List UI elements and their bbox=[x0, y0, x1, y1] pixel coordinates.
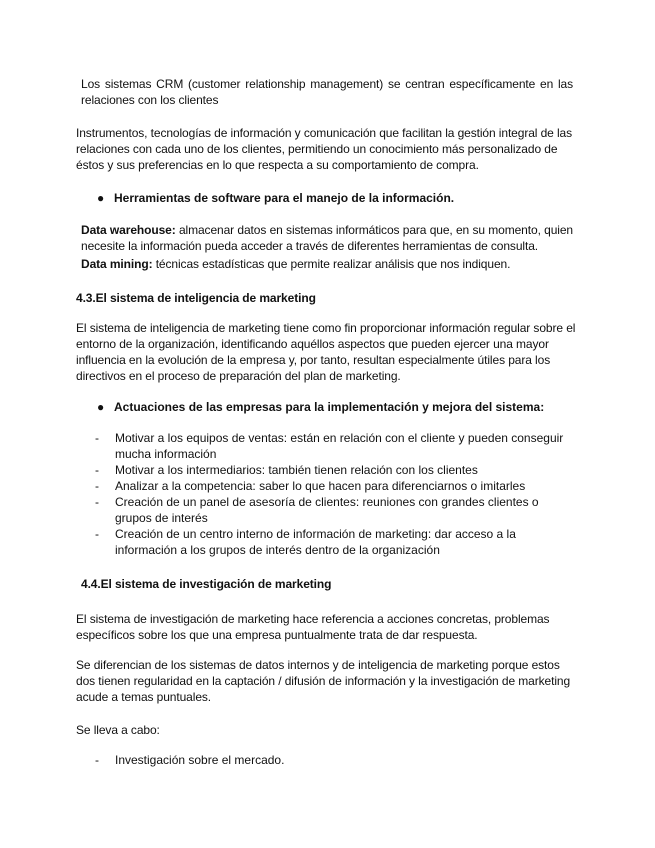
heading-section-4-3: 4.3.El sistema de inteligencia de marketing bbox=[76, 291, 316, 305]
dash-bullet-icon: - bbox=[95, 431, 99, 445]
list-item-text: Motivar a los intermediarios: también tienen relación con los clientes bbox=[115, 463, 478, 477]
definition-data-mining bbox=[81, 256, 573, 272]
bullet-actuaciones-text: Actuaciones de las empresas para la implementación y mejora del sistema: bbox=[114, 400, 545, 414]
list-item-text: Creación de un panel de asesoría de clientes: reuniones con grandes clientes o grupos de interés bbox=[115, 495, 539, 525]
list-item bbox=[95, 430, 575, 462]
bullet-dot-icon: ● bbox=[97, 400, 105, 414]
paragraph-crm: Los sistemas CRM (customer relationship management) se centran específicamente en las relaciones con los clientes bbox=[81, 77, 573, 107]
definition-data-warehouse-text: almacenar datos en sistemas informáticos para que, en su momento, quien necesite la información pueda acceder a través de diferentes herramientas de consulta. bbox=[81, 223, 573, 253]
dash-bullet-icon: - bbox=[95, 495, 99, 509]
heading-section-4-4: 4.4.El sistema de investigación de marketing bbox=[81, 577, 332, 591]
paragraph-investigacion: El sistema de investigación de marketing hace referencia a acciones concretas, problemas específicos sobre los que una empresa puntualmente trata de dar respuesta. bbox=[76, 612, 550, 642]
list-item-text: Creación de un centro interno de información de marketing: dar acceso a la información a los grupos de interés dentro de la organización bbox=[115, 527, 516, 557]
dash-bullet-icon: - bbox=[95, 753, 99, 767]
bullet-herramientas bbox=[76, 190, 576, 206]
list-se-lleva bbox=[95, 752, 575, 768]
paragraph-diferencian: Se diferencian de los sistemas de datos internos y de inteligencia de marketing porque estos dos tienen regularidad en la captación / difusión de información y la investigación de marketing acude a temas puntuales. bbox=[76, 658, 571, 704]
dash-bullet-icon: - bbox=[95, 527, 99, 541]
bullet-actuaciones bbox=[76, 399, 576, 415]
definition-data-mining-text: técnicas estadísticas que permite realizar análisis que nos indiquen. bbox=[152, 257, 511, 271]
bullet-dot-icon: ● bbox=[97, 191, 105, 205]
list-item bbox=[95, 752, 575, 768]
list-item bbox=[95, 478, 575, 494]
dash-bullet-icon: - bbox=[95, 463, 99, 477]
paragraph-instrumentos: Instrumentos, tecnologías de información y comunicación que facilitan la gestión integral de las relaciones con cada uno de los clientes, permitiendo un conocimiento más personalizado de éstos y sus preferencias en lo que respecta a su comportamiento de compra. bbox=[76, 126, 573, 172]
list-actuaciones bbox=[95, 430, 575, 558]
list-item bbox=[95, 526, 575, 558]
term-data-mining: Data mining: bbox=[81, 257, 153, 271]
paragraph-inteligencia: El sistema de inteligencia de marketing tiene como fin proporcionar información regular sobre el entorno de la organización, identificando aquéllos aspectos que pueden ejercer una mayor influencia en la evolución de la empresa y, por tanto, resultan especialmente útiles para los directivos en el proceso de preparación del plan de marketing. bbox=[76, 321, 576, 383]
list-item-text: Motivar a los equipos de ventas: están en relación con el cliente y pueden conseguir mucha información bbox=[115, 431, 564, 461]
bullet-herramientas-text: Herramientas de software para el manejo de la información. bbox=[114, 191, 455, 205]
dash-bullet-icon: - bbox=[95, 479, 99, 493]
list-item-text: Analizar a la competencia: saber lo que hacen para diferenciarnos o imitarles bbox=[115, 479, 526, 493]
paragraph-se-lleva: Se lleva a cabo: bbox=[76, 723, 160, 737]
list-item bbox=[95, 462, 575, 478]
definition-data-warehouse bbox=[81, 222, 573, 254]
term-data-warehouse: Data warehouse: bbox=[81, 223, 176, 237]
list-item bbox=[95, 494, 575, 526]
list-item-text: Investigación sobre el mercado. bbox=[115, 753, 285, 767]
